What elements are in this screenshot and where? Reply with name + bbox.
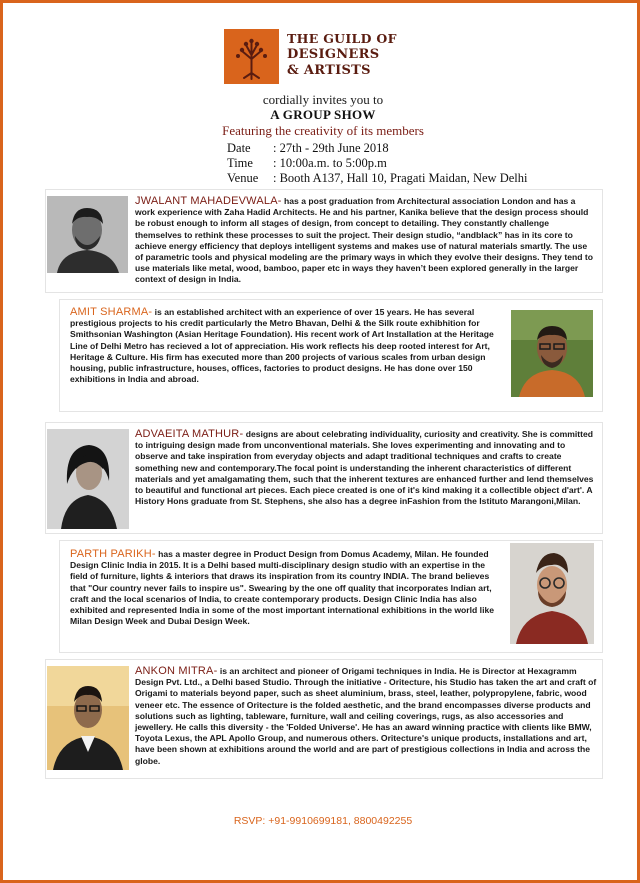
artist-description: is an established architect with an experience of over 15 years. He has several prestigious projects to his credit particularly the Metro Bhavan, Delhi & the Silk route exhibhition for Smithsonian Washington (Asian Heritage Foundation). His recent work of Art Installation at the Heritage Line of Delhi Metro has recieved a lot of appreciation. His work reflects his deep rooted interest for Art, Heritage & Culture. His firm has executed more than 200 projects of various scales from urban design housing, public infrastructure, houses, offices, factories to product designs. He has done over 150 exhibitions in India and abroad. — [70, 307, 494, 385]
detail-row-date — [227, 141, 527, 156]
artist-description: designs are about celebrating individuality, curiosity and creativity. She is committed to intriguing design made from unconventional materials. She loves experimenting and innovating and to observe and take inspiration from everyday objects and adapt traditional techniques and crafts to create something new and contemporary.The focal point is understanding the inherent characteristics of different materials and yet amalgamating them, such that the inherent textures are enhanced further and lend themselves to beautiful and functional art pieces. Each piece created is one of it's kind making it a collectible object d'art'. A History Hons graduate from St. Stephens, she also has a degree inFashion from the Istituto Marangoni,Milan. — [135, 429, 594, 507]
logo-line-2: DESIGNERS — [287, 47, 380, 62]
invite-line: cordially invites you to — [262, 92, 384, 107]
detail-label: Venue — [227, 171, 259, 185]
artist-bio — [135, 429, 597, 507]
detail-label: Time — [227, 156, 253, 170]
artist-bio — [70, 307, 504, 385]
artist-description: has a post graduation from Architectural association London and has a work experience with Zaha Hadid Architects. He and his partner, Kanika believe that the design process should be robust enough to inform all stages of design, from concept to detailing. They constantly challenge themselves to rethink these processes to suit the project. Their design studio, “andblack” has in its core to achieve energy efficiency that deploys intelligent systems and makes use of natural materials smartly. The use of parametric tools and physical modeling are the primary ways in which they evolve their designs. They tend to use materials like metal, wood, bamboo, paper etc in ways they haven’t been explored generally in the larger context of design in India. — [135, 196, 593, 285]
guild-logo — [224, 29, 401, 84]
artist-section-ankon — [45, 659, 603, 779]
artist-bio — [135, 196, 597, 286]
artist-section-amit — [59, 299, 603, 412]
artist-section-advaeita — [45, 422, 603, 534]
artist-photo — [510, 543, 594, 644]
artist-description: has a master degree in Product Design from Domus Academy, Milan. He founded Design Clinic India in 2015. It is a Delhi based multi-disciplinary design studio with an expertise in the field of furniture, lights & interiors that draws its inspiration from its country INDIA. The brand believes that "Our country never fails to inspire us". Swearing by the one off quality that incorporates Indian art, craft and the local scenarios of India, to create contemporary products. Design Clinic India has also exhibited and represented India in some of the most important international exhibitions in the world like Milan Design Week and Dubai Design Week. — [70, 549, 495, 627]
artist-bio — [135, 666, 597, 767]
artist-name: JWALANT MAHADEVWALA- — [135, 195, 282, 207]
logo-line-3: & ARTISTS — [287, 63, 371, 78]
artist-name: ANKON MITRA- — [135, 665, 218, 677]
event-details — [227, 141, 527, 186]
artist-photo — [47, 666, 129, 770]
artist-photo — [511, 310, 593, 397]
rsvp-contact: RSVP: +91-9910699181, 8800492255 — [233, 815, 413, 827]
event-title: A GROUP SHOW — [270, 107, 376, 122]
artist-name: ADVAEITA MATHUR- — [135, 428, 244, 440]
artist-section-parth — [59, 540, 603, 653]
tree-icon — [224, 29, 279, 84]
detail-value: : 10:00a.m. to 5:00p.m — [273, 156, 387, 170]
artist-name: AMIT SHARMA- — [70, 306, 153, 318]
artist-photo — [47, 429, 129, 529]
event-subtitle: Featuring the creativity of its members — [222, 123, 424, 138]
detail-row-time — [227, 156, 527, 171]
logo-wordmark — [287, 31, 405, 79]
detail-label: Date — [227, 141, 251, 155]
logo-line-1: THE GUILD OF — [287, 31, 397, 46]
artist-section-jwalant — [45, 189, 603, 293]
detail-value: : Booth A137, Hall 10, Pragati Maidan, New Delhi — [273, 171, 528, 185]
artist-photo — [47, 196, 128, 273]
detail-row-venue — [227, 171, 527, 186]
detail-value: : 27th - 29th June 2018 — [273, 141, 389, 155]
artist-bio — [70, 549, 504, 627]
artist-name: PARTH PARIKH- — [70, 548, 156, 560]
artist-description: is an architect and pioneer of Origami techniques in India. He is Director at Hexagramm Design Pvt. Ltd., a Delhi based Studio. Through the initiative - Oritecture, his Studio has taken the art and craft of Origami to materials beyond paper, such as sheet aluminium, brass, steel, leather, polypropylene, fabric, wood veneer etc. The essence of Oritecture is the folded aesthetic, and the brand encompasses diverse products and solutions such as lighting, tableware, furniture, wall and ceiling coverings, rugs, as also accessories and jewellery. He calls this diversity - the 'Folded Universe'. He has an award winning practice with clients like BMW, Toyota Lexus, the APL Apollo Group, and numerous others. Oritecture's unique products, installations and art, have been shown at exhibitions around the world and are part of prestigious collections in India and across the globe. — [135, 666, 597, 766]
